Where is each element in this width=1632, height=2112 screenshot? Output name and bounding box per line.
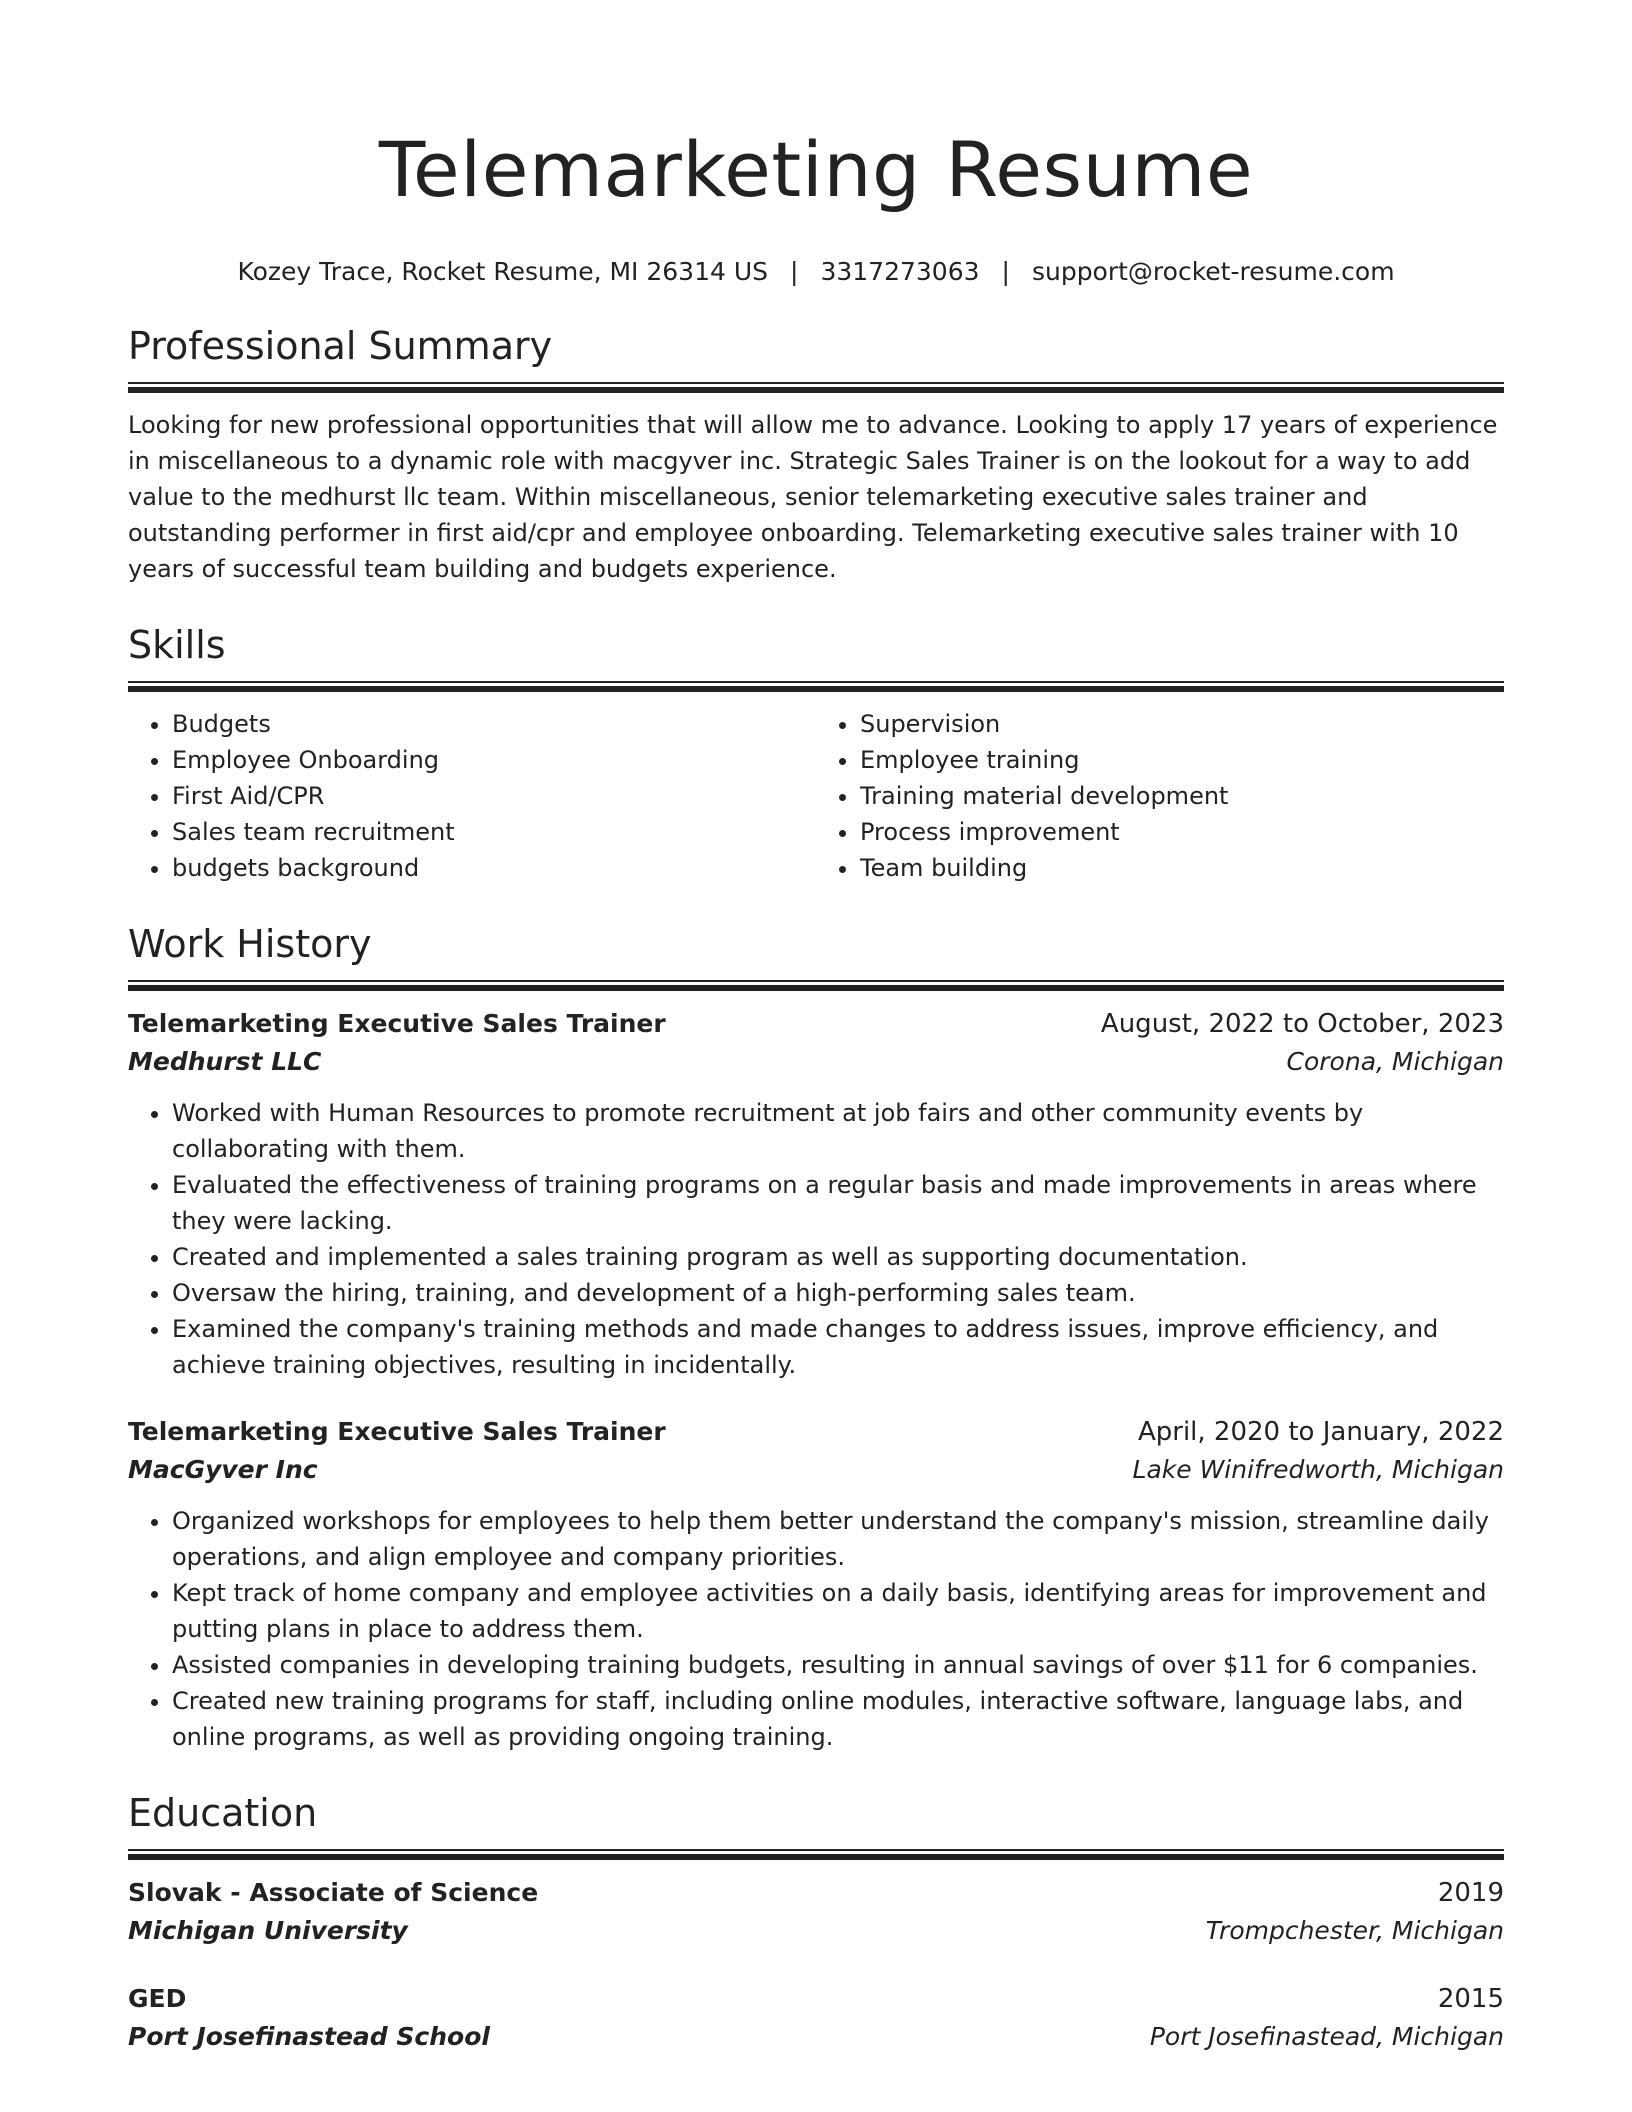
contact-separator: | xyxy=(1001,257,1010,286)
education-location: Trompchester, Michigan xyxy=(1205,1916,1504,1945)
job-title: Telemarketing Executive Sales Trainer xyxy=(128,1009,666,1038)
skill-item: • Sales team recruitment xyxy=(172,814,816,850)
job-duty: • Worked with Human Resources to promote recruitment at job fairs and other community events by collaborating with them. xyxy=(172,1095,1504,1167)
job-duty: • Oversaw the hiring, training, and development of a high-performing sales team. xyxy=(172,1275,1504,1311)
education-location: Port Josefinastead, Michigan xyxy=(1149,2022,1504,2051)
skill-item: • budgets background xyxy=(172,850,816,886)
skills-list xyxy=(128,706,1504,886)
contact-address: Kozey Trace, Rocket Resume, MI 26314 US xyxy=(237,257,769,286)
skill-item: • Employee training xyxy=(860,742,1504,778)
education-entry xyxy=(128,1874,1504,1950)
job-title: Telemarketing Executive Sales Trainer xyxy=(128,1417,666,1446)
skills-section xyxy=(128,621,1504,886)
education-year: 2019 xyxy=(1437,1878,1504,1908)
job-company: MacGyver Inc xyxy=(128,1455,318,1484)
section-divider xyxy=(128,1849,1504,1860)
summary-section xyxy=(128,322,1504,587)
skill-item: • Process improvement xyxy=(860,814,1504,850)
job-duty: • Created new training programs for staff, including online modules, interactive software, language labs, and online programs, as well as providing ongoing training. xyxy=(172,1683,1504,1755)
skill-item: • Training material development xyxy=(860,778,1504,814)
education-entry xyxy=(128,1980,1504,2056)
summary-heading: Professional Summary xyxy=(128,324,553,368)
job-entry xyxy=(128,1413,1504,1755)
education-degree: GED xyxy=(128,1984,187,2013)
education-school: Michigan University xyxy=(128,1916,408,1945)
skills-column-left xyxy=(128,706,816,886)
skills-column-right xyxy=(816,706,1504,886)
education-heading: Education xyxy=(128,1791,318,1835)
job-dates: August, 2022 to October, 2023 xyxy=(1100,1009,1504,1039)
skill-item: • Team building xyxy=(860,850,1504,886)
job-duty: • Evaluated the effectiveness of training programs on a regular basis and made improvements in areas where they were lacking. xyxy=(172,1167,1504,1239)
education-school: Port Josefinastead School xyxy=(128,2022,490,2051)
job-duty: • Kept track of home company and employee activities on a daily basis, identifying areas for improvement and putting plans in place to address them. xyxy=(172,1575,1504,1647)
job-duties xyxy=(128,1095,1504,1383)
job-duty: • Created and implemented a sales training program as well as supporting documentation. xyxy=(172,1239,1504,1275)
resume-title: Telemarketing Resume xyxy=(378,125,1254,214)
section-divider xyxy=(128,980,1504,991)
skill-item: • Budgets xyxy=(172,706,816,742)
skill-item: • Employee Onboarding xyxy=(172,742,816,778)
job-dates: April, 2020 to January, 2022 xyxy=(1137,1417,1504,1447)
job-duties xyxy=(128,1503,1504,1755)
section-divider xyxy=(128,382,1504,393)
skill-item: • Supervision xyxy=(860,706,1504,742)
skill-item: • First Aid/CPR xyxy=(172,778,816,814)
education-section xyxy=(128,1789,1504,2056)
job-location: Lake Winifredworth, Michigan xyxy=(1132,1455,1504,1484)
skills-heading: Skills xyxy=(128,623,226,667)
contact-line xyxy=(128,256,1504,288)
work-history-section xyxy=(128,920,1504,1755)
job-company: Medhurst LLC xyxy=(128,1047,322,1076)
contact-email: support@rocket-resume.com xyxy=(1031,257,1395,286)
contact-phone: 3317273063 xyxy=(820,257,980,286)
contact-separator: | xyxy=(790,257,799,286)
work-history-heading: Work History xyxy=(128,922,372,966)
job-duty: • Assisted companies in developing training budgets, resulting in annual savings of over $11 for 6 companies. xyxy=(172,1647,1504,1683)
job-duty: • Examined the company's training methods and made changes to address issues, improve efficiency, and achieve training objectives, resulting in incidentally. xyxy=(172,1311,1504,1383)
job-entry xyxy=(128,1005,1504,1383)
education-year: 2015 xyxy=(1437,1984,1504,2014)
job-duty: • Organized workshops for employees to help them better understand the company's mission, streamline daily operations, and align employee and company priorities. xyxy=(172,1503,1504,1575)
section-divider xyxy=(128,681,1504,692)
summary-text: Looking for new professional opportunities that will allow me to advance. Looking to apply 17 years of experience in miscellaneous to a dynamic role with macgyver inc. Strategic Sales Trainer is on the lookout for a way to add value to the medhurst llc team. Within miscellaneous, senior telemarketing executive sales trainer and outstanding performer in first aid/cpr and employee onboarding. Telemarketing executive sales trainer with 10 years of successful team building and budgets experience. xyxy=(128,411,1498,583)
education-degree: Slovak - Associate of Science xyxy=(128,1878,539,1907)
job-location: Corona, Michigan xyxy=(1286,1047,1504,1076)
